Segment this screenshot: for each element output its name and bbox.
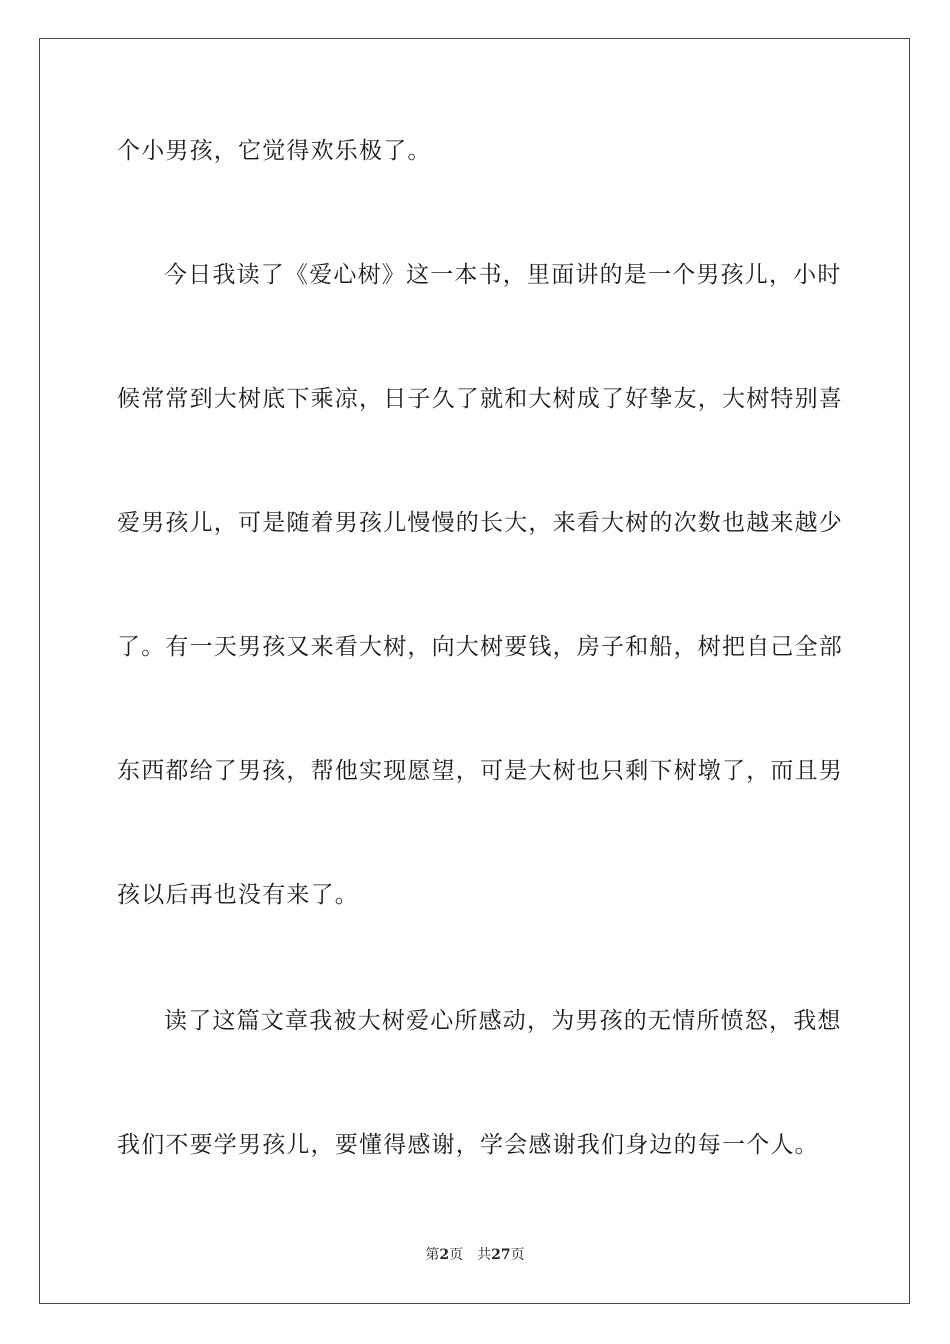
text-line: 个小男孩，它觉得欢乐极了。 bbox=[117, 138, 432, 164]
text-line: 候常常到大树底下乘凉，日子久了就和大树成了好挚友，大树特别喜 bbox=[117, 386, 843, 412]
paragraph-start-line: 读了这篇文章我被大树爱心所感动，为男孩的无情所愤怒，我想 bbox=[164, 1008, 842, 1034]
paragraph-start-line: 今日我读了《爱心树》这一本书，里面讲的是一个男孩儿，小时 bbox=[164, 262, 842, 288]
text-line: 爱男孩儿，可是随着男孩儿慢慢的长大，来看大树的次数也越来越少 bbox=[117, 510, 843, 536]
page-prefix: 第 bbox=[425, 1247, 440, 1263]
page-border bbox=[39, 38, 910, 1304]
page-number: 2 bbox=[439, 1247, 450, 1263]
total-prefix: 共 bbox=[477, 1247, 492, 1263]
text-line: 我们不要学男孩儿，要懂得感谢，学会感谢我们身边的每一个人。 bbox=[117, 1132, 819, 1158]
total-pages: 27 bbox=[491, 1247, 511, 1263]
text-line: 孩以后再也没有来了。 bbox=[117, 882, 359, 908]
text-line: 东西都给了男孩，帮他实现愿望，可是大树也只剩下树墩了，而且男 bbox=[117, 758, 843, 784]
total-suffix: 页 bbox=[510, 1247, 525, 1263]
page-footer bbox=[0, 1246, 950, 1264]
text-line: 了。有一天男孩又来看大树，向大树要钱，房子和船，树把自己全部 bbox=[117, 634, 843, 660]
page-suffix: 页 bbox=[449, 1247, 464, 1263]
